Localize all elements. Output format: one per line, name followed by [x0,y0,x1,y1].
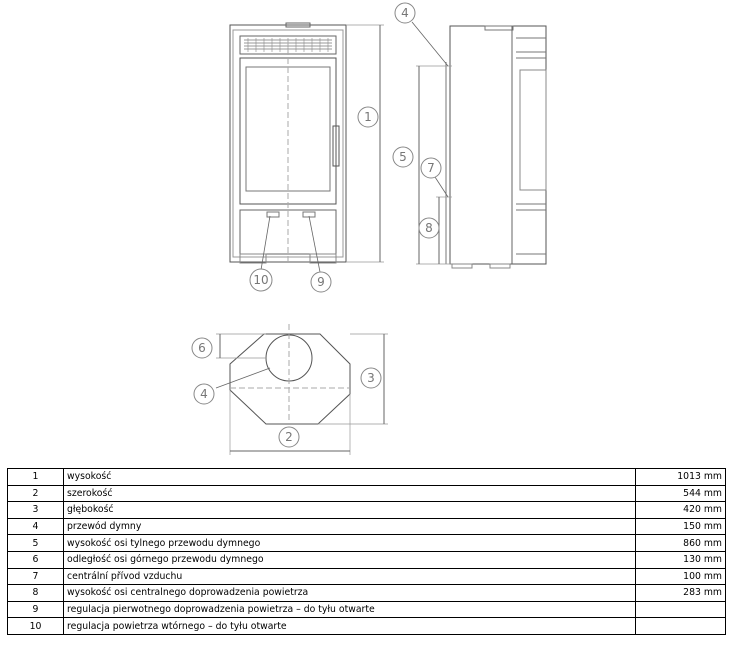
callout-2 [279,427,299,447]
row-description: wysokość osi centralnego doprowadzenia powietrza [64,585,636,602]
table-row [8,502,726,519]
row-description: centrální přívod vzduchu [64,568,636,585]
table-row [8,585,726,602]
callout-7-label: 7 [427,161,435,175]
table-row [8,601,726,618]
row-number: 1 [8,469,64,486]
callout-6-label: 6 [198,341,206,355]
callout-8-label: 8 [425,221,433,235]
callout-5-label: 5 [399,150,407,164]
row-description: wysokość osi tylnego przewodu dymnego [64,535,636,552]
row-value [636,618,726,635]
table-row [8,535,726,552]
row-number: 7 [8,568,64,585]
row-value: 100 mm [636,568,726,585]
row-description: regulacja powietrza wtórnego – do tyłu otwarte [64,618,636,635]
spec-table [7,468,726,635]
row-number: 8 [8,585,64,602]
table-row [8,469,726,486]
callout-9-label: 9 [317,275,325,289]
callout-4-side [395,3,415,23]
row-value: 544 mm [636,485,726,502]
row-value: 283 mm [636,585,726,602]
row-value [636,601,726,618]
row-value: 1013 mm [636,469,726,486]
callout-10 [250,269,272,291]
row-value: 150 mm [636,518,726,535]
front-view [230,23,384,272]
callout-4-plan [194,384,214,404]
callout-4-plan-label: 4 [200,387,208,401]
row-number: 9 [8,601,64,618]
callout-2-label: 2 [285,430,293,444]
callout-9 [311,272,331,292]
table-row [8,568,726,585]
table-row [8,485,726,502]
table-row [8,551,726,568]
row-description: odległość osi górnego przewodu dymnego [64,551,636,568]
callout-10-label: 10 [253,273,269,287]
row-value: 420 mm [636,502,726,519]
row-description: przewód dymny [64,518,636,535]
table-row [8,518,726,535]
callout-3 [361,368,381,388]
row-description: szerokość [64,485,636,502]
callout-5 [393,147,413,167]
row-number: 4 [8,518,64,535]
row-number: 2 [8,485,64,502]
row-value: 860 mm [636,535,726,552]
callout-6 [192,338,212,358]
row-number: 10 [8,618,64,635]
row-number: 3 [8,502,64,519]
callout-1-label: 1 [364,110,372,124]
callout-7 [421,158,441,178]
callout-bubbles [192,3,441,447]
plan-view [216,324,388,455]
row-description: regulacja pierwotnego doprowadzenia powietrza – do tyłu otwarte [64,601,636,618]
row-description: wysokość [64,469,636,486]
table-row [8,618,726,635]
callout-8 [419,218,439,238]
callout-1 [358,107,378,127]
callout-4-label: 4 [401,6,409,20]
row-value: 130 mm [636,551,726,568]
row-description: głębokość [64,502,636,519]
row-number: 6 [8,551,64,568]
row-number: 5 [8,535,64,552]
callout-3-label: 3 [367,371,375,385]
